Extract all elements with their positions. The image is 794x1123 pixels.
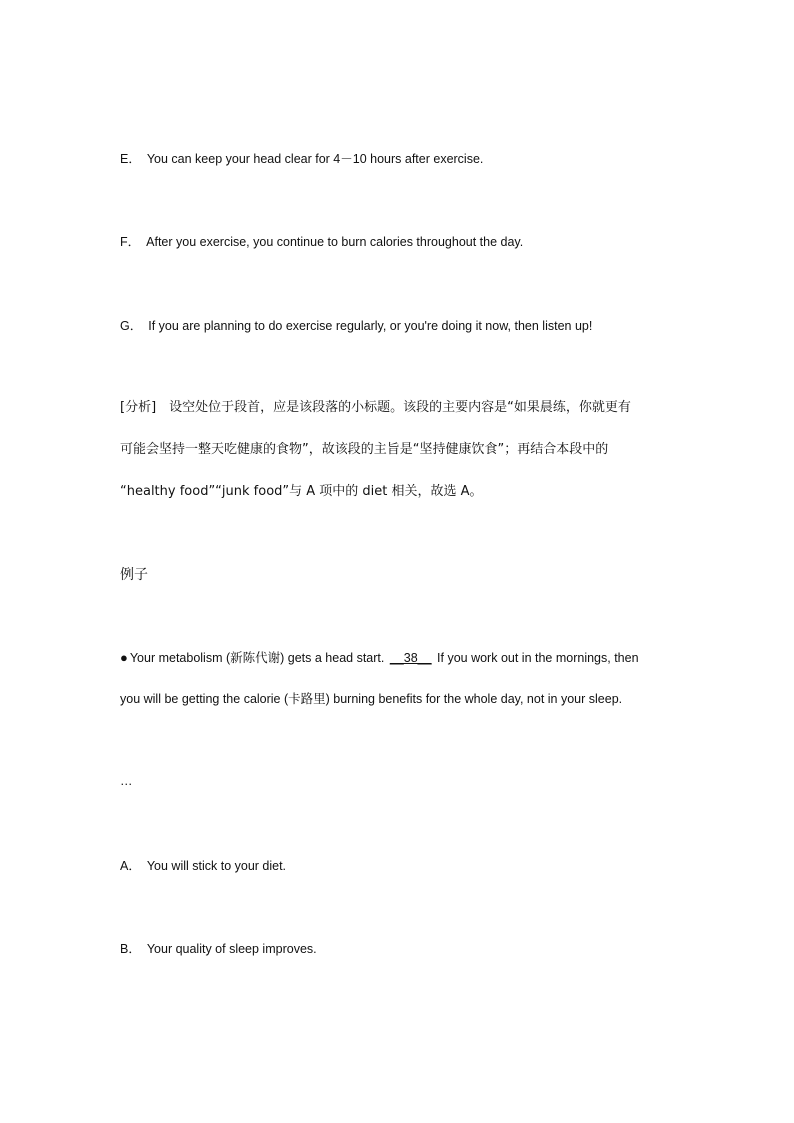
option-text: After you exercise, you continue to burn calories throughout the day.	[146, 235, 524, 249]
option-b	[120, 940, 317, 958]
option-text: Your quality of sleep improves.	[146, 942, 317, 956]
option-text: You will stick to your diet.	[146, 859, 287, 873]
example-text-before-blank: Your metabolism (新陈代谢) gets a head start.	[129, 651, 388, 665]
option-f	[120, 233, 523, 251]
ellipsis: …	[120, 774, 133, 788]
option-text: You can keep your head clear for 4－10 hours after exercise.	[146, 152, 484, 166]
option-label: E．	[120, 152, 141, 166]
answer-blank: __38__	[389, 651, 432, 665]
analysis-line-2: 可能会坚持一整天吃健康的食物”，故该段的主旨是“坚持健康饮食”；再结合本段中的	[120, 442, 609, 457]
option-a	[120, 857, 286, 875]
option-text: If you are planning to do exercise regularly, or you're doing it now, then listen up!	[148, 319, 593, 333]
bullet-icon: ●	[120, 650, 128, 665]
example-line-2: you will be getting the calorie (卡路里) burning benefits for the whole day, not in your sleep.	[120, 692, 623, 706]
analysis-line-1: [分析] 设空处位于段首，应是该段落的小标题。该段的主要内容是“如果晨练，你就更有	[120, 400, 631, 415]
option-label: A．	[120, 859, 141, 873]
option-label: G．	[120, 319, 143, 333]
option-label: F．	[120, 235, 141, 249]
example-text-after-blank: If you work out in the mornings, then	[433, 651, 639, 665]
example-heading: 例子	[120, 567, 148, 583]
example-line-1	[120, 649, 639, 667]
analysis-line-3: “healthy food”“junk food”与 A 项中的 diet 相关，故选 A。	[120, 484, 483, 499]
option-e	[120, 150, 483, 168]
option-label: B．	[120, 942, 141, 956]
option-g	[120, 317, 592, 335]
